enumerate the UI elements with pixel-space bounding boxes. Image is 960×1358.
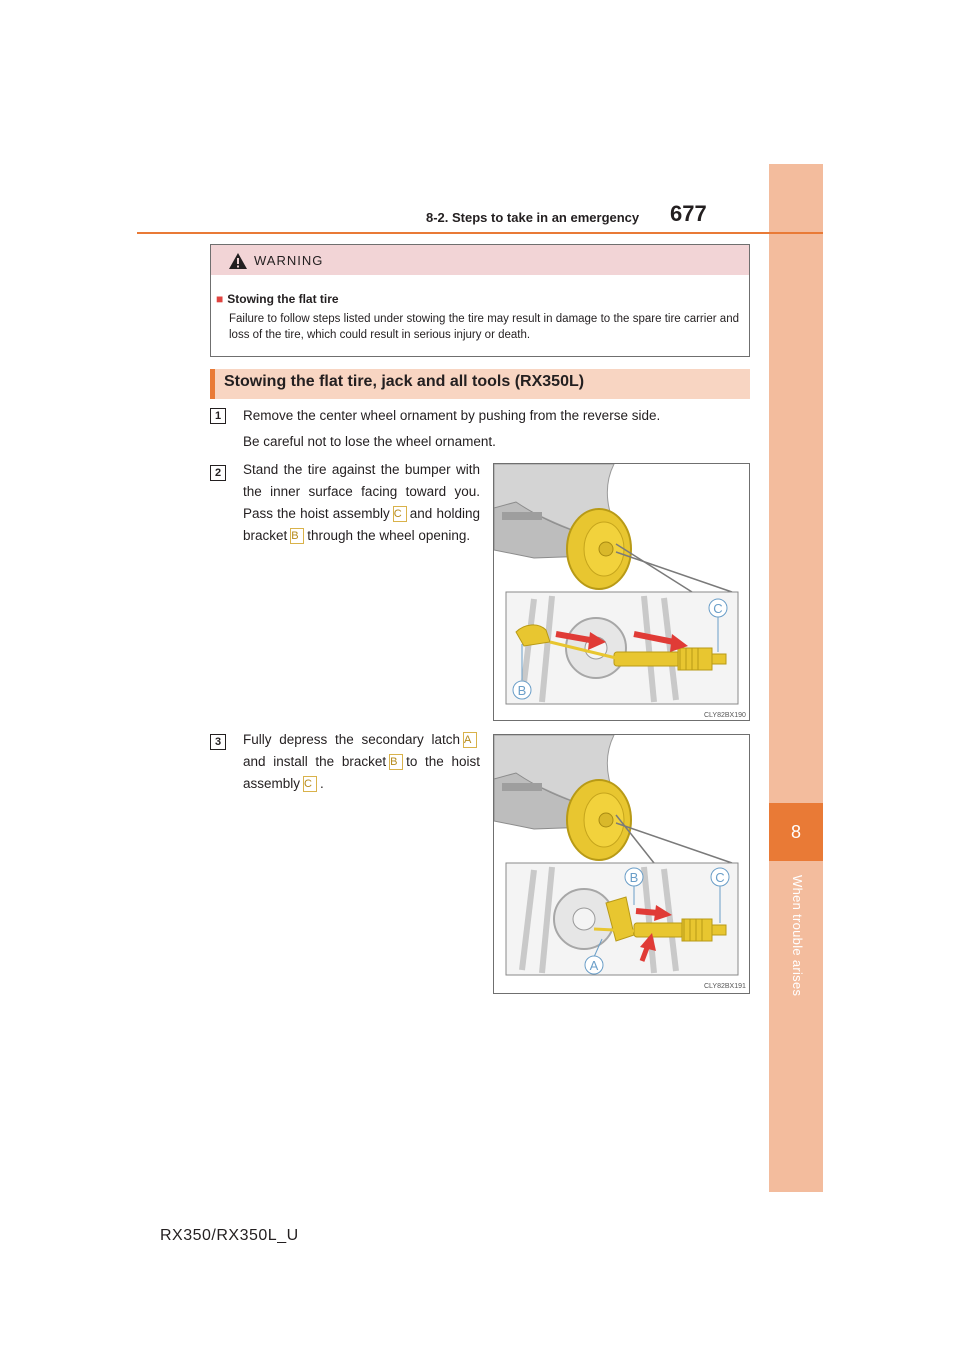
step-1-note: Be careful not to lose the wheel ornament.	[243, 434, 496, 449]
figure-step-3-illustration	[494, 735, 749, 993]
step-number-2: 2	[210, 465, 226, 481]
chapter-title: When trouble arises	[790, 875, 805, 997]
figure-step-3	[493, 734, 750, 994]
figure-step-2-illustration	[494, 464, 749, 720]
square-bullet-icon: ■	[216, 292, 224, 306]
warning-text: Failure to follow steps listed under stowing the tire may result in damage to the spare tire carrier and loss of the tire, which could result in serious injury or death.	[229, 313, 739, 341]
step-1-text: Remove the center wheel ornament by pushing from the reverse side.	[243, 408, 661, 423]
figure-step-2	[493, 463, 750, 721]
page-number: 677	[670, 201, 707, 226]
figure-code: CLY82BX191	[704, 983, 746, 990]
side-tab-label[interactable]	[770, 875, 822, 1005]
step-2-text: Stand the tire against the bumper with the inner surface facing toward you. Pass the hoist assembly C and holding bracket B through the wheel opening.	[243, 462, 480, 543]
side-tab-chapter[interactable]	[769, 803, 823, 861]
section-heading-accent	[210, 369, 215, 399]
figure-code: CLY82BX190	[704, 712, 746, 719]
warning-icon	[229, 253, 247, 269]
step-number-3: 3	[210, 734, 226, 750]
figure-label-a: A	[589, 958, 599, 973]
warning-title: WARNING	[254, 253, 324, 268]
figure-label-c: C	[715, 870, 725, 885]
chapter-number: 8	[790, 822, 801, 842]
warning-subtitle: ■ Stowing the flat tire	[216, 292, 339, 306]
figure-label-b: B	[629, 870, 639, 885]
section-title: Stowing the flat tire, jack and all tools (RX350L)	[224, 373, 585, 390]
callout-a: A	[463, 732, 477, 748]
callout-c: C	[393, 506, 407, 522]
section-header: 8-2. Steps to take in an emergency	[426, 210, 640, 225]
callout-c: C	[303, 776, 317, 792]
step-number-1: 1	[210, 408, 226, 424]
figure-label-b: B	[517, 683, 527, 698]
side-tab-strip	[769, 164, 823, 1192]
callout-b: B	[389, 754, 403, 770]
header-rule	[137, 232, 823, 234]
callout-b: B	[290, 528, 304, 544]
footer-model: RX350/RX350L_U	[160, 1227, 299, 1244]
step-3-text: Fully depress the secondary latch Aand install the bracket B to the hoist assembly C .	[243, 732, 480, 791]
figure-label-c: C	[713, 601, 723, 616]
